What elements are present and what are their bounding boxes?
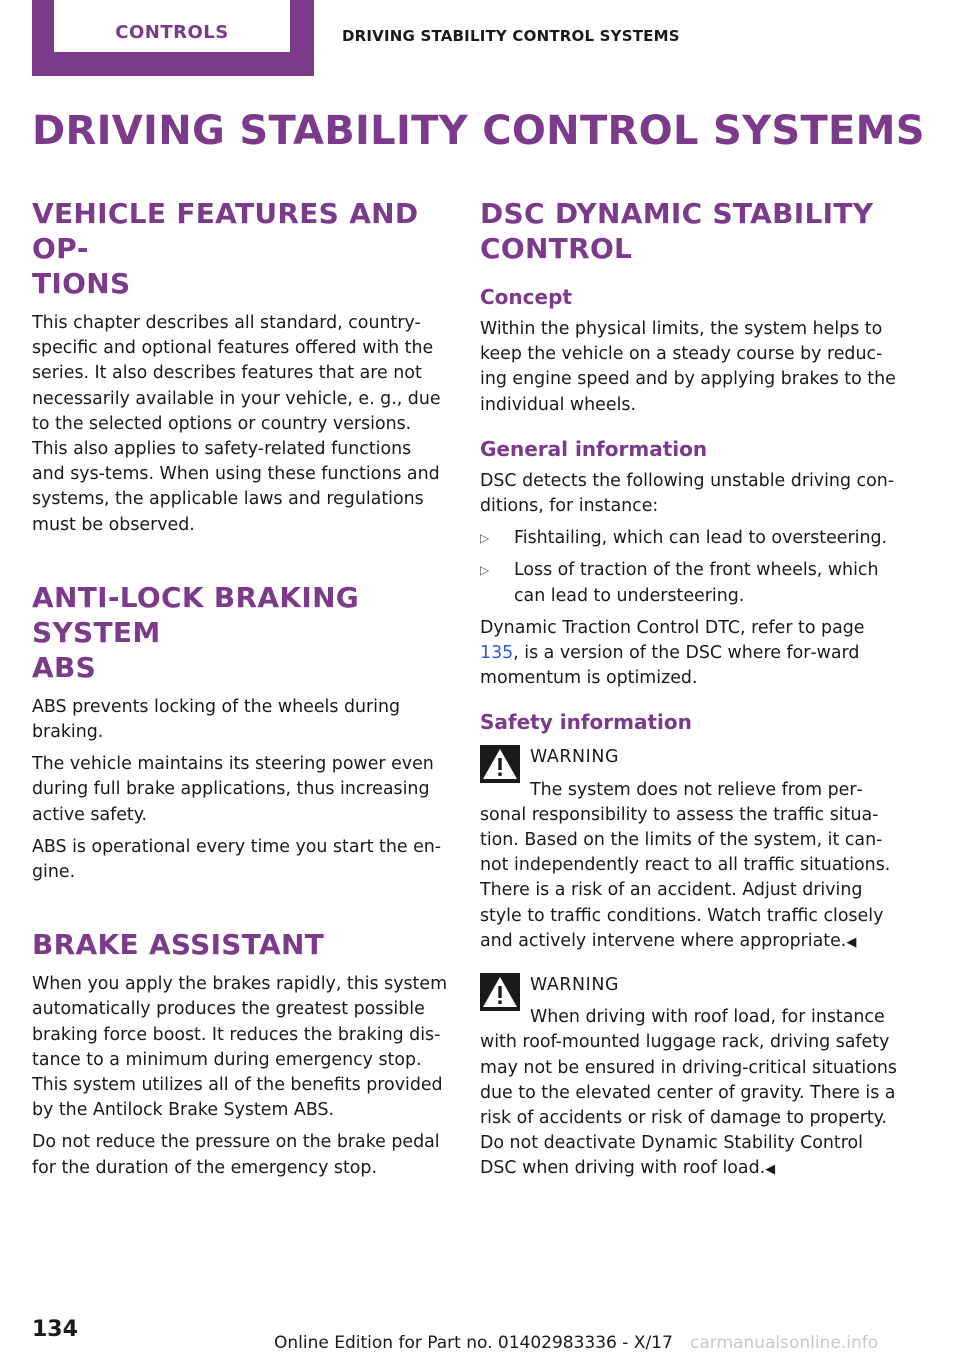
abs-paragraph-1: ABS prevents locking of the wheels during braking. <box>32 696 401 743</box>
dsc-heading: DSC DYNAMIC STABILITY CONTROL <box>480 197 874 265</box>
brake-assistant-heading: BRAKE ASSISTANT <box>32 928 325 962</box>
abs-paragraph-3: ABS is operational every time you start the en‐gine. <box>32 836 442 883</box>
warning-label: WARNING <box>530 975 620 996</box>
running-header: DRIVING STABILITY CONTROL SYSTEMS <box>342 27 680 45</box>
features-text: This chapter describes all standard, country-specific and optional features offered with the series. It also describes features that are not necessarily available in your vehicle, e. g., due to the selected options or country versions. This also applies to safety-related functions and sys‐tems. When using these functions and systems, the applicable laws and regulations must be observed. <box>32 313 441 535</box>
list-item-text: Fishtailing, which can lead to oversteering. <box>514 528 888 549</box>
warning-first-line: When driving with roof load, for instance <box>530 1007 885 1028</box>
abs-heading: ANTI-LOCK BRAKING SYSTEM ABS <box>32 580 360 684</box>
bullet-triangle-icon: ▷ <box>480 531 490 546</box>
concept-text: Within the physical limits, the system helps to keep the vehicle on a steady course by reduc‐ing engine speed and by applying brakes to the individual wheels. <box>480 319 896 415</box>
warning-first-line: The system does not relieve from per‐ <box>530 779 863 800</box>
brake-assistant-paragraph-1: When you apply the brakes rapidly, this system automatically produces the greatest possible braking force boost. It reduces the braking dis‐tance to a minimum during emergency stop. This system utilizes all of the benefits provided by the Antilock Brake System ABS. <box>32 974 448 1121</box>
end-mark-icon: ◀ <box>846 934 857 950</box>
warning-block <box>480 973 900 1183</box>
watermark: carmanualsonline.info <box>690 1333 879 1353</box>
list-item <box>480 558 900 608</box>
dtc-reference: Dynamic Traction Control DTC, refer to page 135, is a version of the DSC where for‐ward momentum is optimized. <box>480 617 865 689</box>
page-reference-link[interactable]: 135 <box>480 643 514 664</box>
abs-paragraph-2: The vehicle maintains its steering power even during full brake applications, thus increasing active safety. <box>32 754 434 825</box>
edition-footer: Online Edition for Part no. 01402983336 - X/17 <box>274 1333 673 1353</box>
right-column <box>480 196 900 1183</box>
warning-text: sonal responsibility to assess the traffic situa‐tion. Based on the limits of the system, it can‐not independently react to all traffic situations. There is a risk of an accident. Adjust driving style to traffic conditions. Watch traffic closely and actively intervene where appropriate.◀ <box>480 804 891 951</box>
brake-assistant-paragraph-2: Do not reduce the pressure on the brake pedal for the duration of the emergency stop. <box>32 1132 440 1178</box>
general-information-intro: DSC detects the following unstable driving con‐ditions, for instance: <box>480 470 895 517</box>
warning-triangle-icon <box>480 973 520 1011</box>
page-title: DRIVING STABILITY CONTROL SYSTEMS <box>32 108 925 154</box>
concept-heading: Concept <box>480 285 572 309</box>
chapter-tab-label: CONTROLS <box>115 22 229 43</box>
left-column <box>32 196 448 1181</box>
general-information-heading: General information <box>480 436 708 461</box>
chapter-tab <box>32 0 314 76</box>
list-item <box>480 526 900 551</box>
warning-label: WARNING <box>530 747 620 768</box>
page-number: 134 <box>32 1317 78 1342</box>
list-item-text: Loss of traction of the front wheels, which can lead to understeering. <box>514 560 879 606</box>
safety-information-heading: Safety information <box>480 710 692 735</box>
warning-triangle-icon <box>480 745 520 783</box>
end-mark-icon: ◀ <box>765 1162 776 1178</box>
warning-block <box>480 745 900 955</box>
features-heading: VEHICLE FEATURES AND OP‐ TIONS <box>32 197 419 300</box>
warning-text: with roof-mounted luggage rack, driving safety may not be ensured in driving-critical situations due to the elevated center of gravity. There is a risk of accidents or risk of damage to property. Do not deactivate Dynamic Stability Control DSC when driving with roof load.◀ <box>480 1032 897 1179</box>
bullet-triangle-icon: ▷ <box>480 563 490 578</box>
chapter-tab-inner <box>54 0 290 52</box>
